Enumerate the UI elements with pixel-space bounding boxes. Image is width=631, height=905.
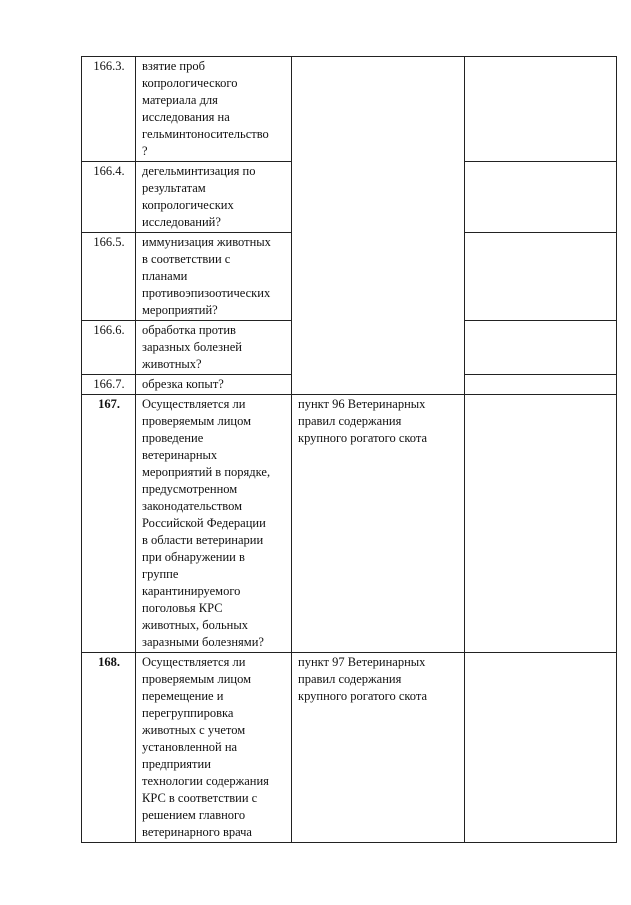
row-question: обработка против заразных болезней животных? [136,321,292,375]
row-result-cell [465,233,617,321]
row-result-cell [465,57,617,162]
row-result-cell [465,653,617,843]
row-result-cell [465,162,617,233]
row-number: 166.5. [82,233,136,321]
row-number: 167. [82,395,136,653]
table-row [82,57,617,162]
row-number: 166.7. [82,375,136,395]
table-row [82,653,617,843]
row-question: взятие проб копрологического материала для исследования на гельминтоносительство ? [136,57,292,162]
row-question: иммунизация животных в соответствии с планами противоэпизоотических мероприятий? [136,233,292,321]
row-number: 166.4. [82,162,136,233]
row-reference-merged [292,57,465,395]
row-question: Осуществляется ли проверяемым лицом проведение ветеринарных мероприятий в порядке, предусмотренном законодательством Российской Федерации в области ветеринарии при обнаружении в группе карантинируемого поголовья КРС животных, больных заразными болезнями? [136,395,292,653]
row-result-cell [465,395,617,653]
row-result-cell [465,321,617,375]
row-number: 166.6. [82,321,136,375]
row-result-cell [465,375,617,395]
row-question: обрезка копыт? [136,375,292,395]
checklist-table [81,56,617,843]
row-question: Осуществляется ли проверяемым лицом перемещение и перегруппировка животных с учетом установленной на предприятии технологии содержания КРС в соответствии с решением главного ветеринарного врача [136,653,292,843]
row-number: 168. [82,653,136,843]
row-reference: пункт 97 Ветеринарных правил содержания крупного рогатого скота [292,653,465,843]
row-number: 166.3. [82,57,136,162]
row-reference: пункт 96 Ветеринарных правил содержания крупного рогатого скота [292,395,465,653]
row-question: дегельминтизация по результатам копрологических исследований? [136,162,292,233]
table-row [82,395,617,653]
